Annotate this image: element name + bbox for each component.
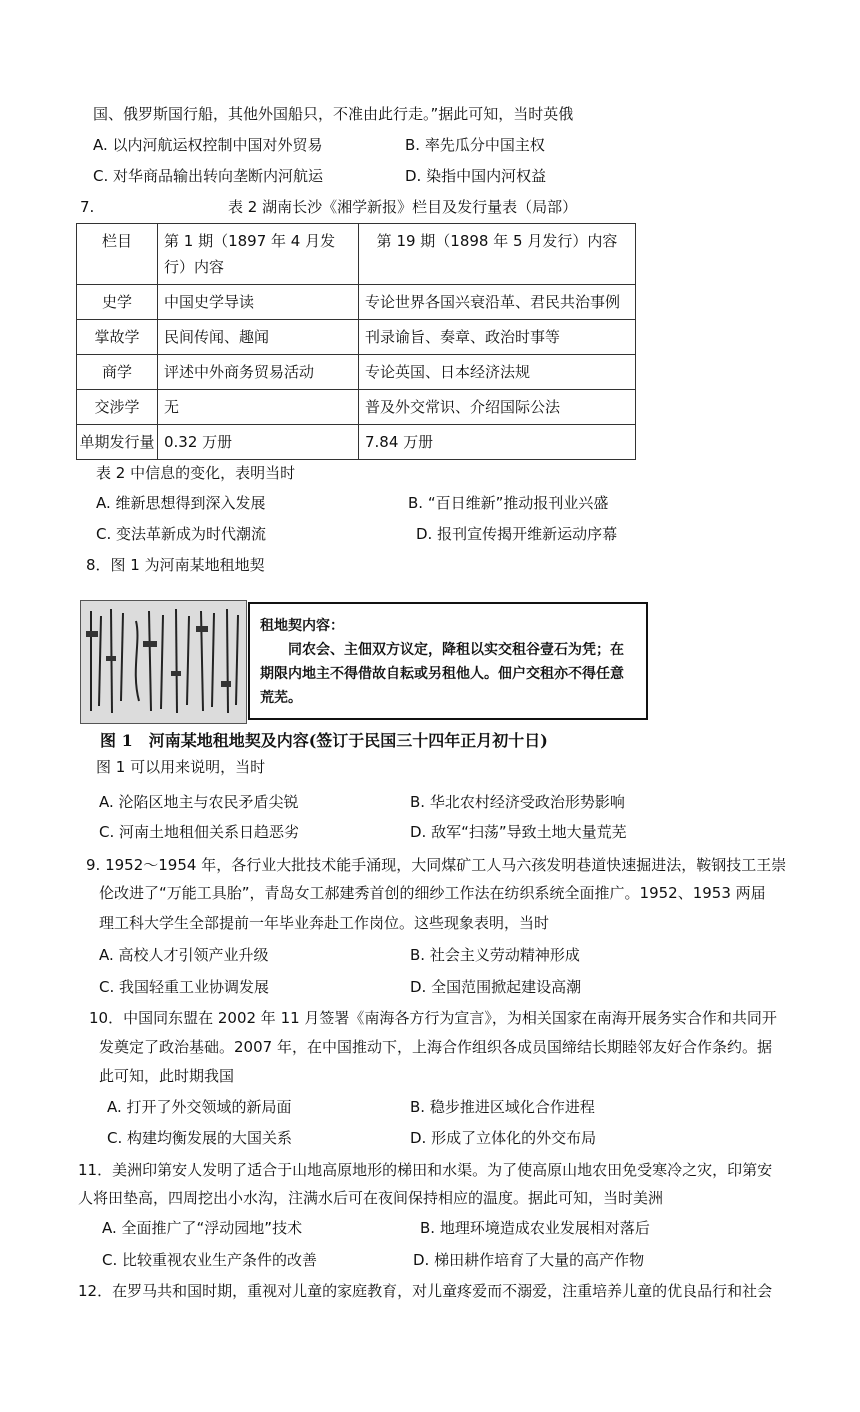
figure-caption: 图 1 河南某地租地契及内容(签订于民国三十四年正月初十日) <box>100 731 548 750</box>
q7-option-d: D. 报刊宣传揭开维新运动序幕 <box>416 525 618 543</box>
q8-option-b: B. 华北农村经济受政治形势影响 <box>410 793 625 811</box>
table-header-cell: 栏目 <box>77 224 158 285</box>
table-cell: 评述中外商务贸易活动 <box>158 355 359 390</box>
table-header-cell: 第 19 期（1898 年 5 月发行）内容 <box>359 224 636 285</box>
q11-stem-line-2: 人将田垫高，四周挖出小水沟，注满水后可在夜间保持相应的温度。据此可知，当时美洲 <box>78 1189 664 1207</box>
q10-option-c: C. 构建均衡发展的大国关系 <box>107 1129 293 1147</box>
q7-number: 7. <box>80 198 95 216</box>
q8-option-c: C. 河南土地租佃关系日趋恶劣 <box>99 823 300 841</box>
q10-stem-line-3: 此可知，此时期我国 <box>99 1067 235 1085</box>
q8-option-d: D. 敌军“扫荡”导致土地大量荒芜 <box>410 823 627 841</box>
table-row <box>77 285 636 320</box>
table-cell: 中国史学导读 <box>158 285 359 320</box>
q10-option-d: D. 形成了立体化的外交布局 <box>410 1129 597 1147</box>
table-cell: 7.84 万册 <box>359 425 636 460</box>
q11-stem-line-1: 11．美洲印第安人发明了适合于山地高原地形的梯田和水渠。为了使高原山地农田免受寒冷之灾，印第安 <box>78 1161 773 1179</box>
q9-stem-line-1: 9. 1952～1954 年，各行业大批技术能手涌现，大同煤矿工人马六孩发明巷道快速掘进法，鞍钢技工王崇 <box>86 856 787 874</box>
table-title: 表 2 湖南长沙《湘学新报》栏目及发行量表（局部） <box>228 198 578 216</box>
table-row <box>77 320 636 355</box>
newspaper-table <box>76 223 636 460</box>
q11-option-a: A. 全面推广了“浮动园地”技术 <box>102 1219 303 1237</box>
q12-stem-line-1: 12．在罗马共和国时期，重视对儿童的家庭教育，对儿童疼爱而不溺爱，注重培养儿童的优良品行和社会 <box>78 1282 773 1300</box>
q9-option-c: C. 我国轻重工业协调发展 <box>99 978 270 996</box>
table-cell: 专论英国、日本经济法规 <box>359 355 636 390</box>
q6-option-b: B. 率先瓜分中国主权 <box>405 136 545 154</box>
table-cell: 0.32 万册 <box>158 425 359 460</box>
table-cell: 刊录谕旨、奏章、政治时事等 <box>359 320 636 355</box>
q8-stem: 图 1 可以用来说明，当时 <box>96 758 266 776</box>
table-cell: 专论世界各国兴衰沿革、君民共治事例 <box>359 285 636 320</box>
q10-stem-line-2: 发奠定了政治基础。2007 年，在中国推动下，上海合作组织各成员国缔结长期睦邻友好合作条约。据 <box>99 1038 772 1056</box>
q6-option-d: D. 染指中国内河权益 <box>405 167 547 185</box>
q7-option-c: C. 变法革新成为时代潮流 <box>96 525 267 543</box>
table-cell: 交涉学 <box>77 390 158 425</box>
contract-body: 同农会、主佃双方议定，降租以实交租谷壹石为凭；在期限内地主不得借故自耘或另租他人。佃户交租亦不得任意荒芜。 <box>260 642 624 706</box>
q10-option-b: B. 稳步推进区域化合作进程 <box>410 1098 595 1116</box>
q8-stem-line: 8．图 1 为河南某地租地契 <box>86 556 265 574</box>
q6-stem-line: 国、俄罗斯国行船，其他外国船只，不准由此行走。”据此可知，当时英俄 <box>93 105 574 123</box>
q9-option-a: A. 高校人才引领产业升级 <box>99 946 269 964</box>
table-cell: 普及外交常识、介绍国际公法 <box>359 390 636 425</box>
table-row <box>77 425 636 460</box>
q6-option-a: A. 以内河航运权控制中国对外贸易 <box>93 136 323 154</box>
contract-text-box <box>248 602 648 720</box>
q7-stem: 表 2 中信息的变化，表明当时 <box>96 464 296 482</box>
table-row <box>77 355 636 390</box>
q10-option-a: A. 打开了外交领域的新局面 <box>107 1098 292 1116</box>
q9-option-d: D. 全国范围掀起建设高潮 <box>410 978 582 996</box>
table-cell: 掌故学 <box>77 320 158 355</box>
table-header-cell: 第 1 期（1897 年 4 月发行）内容 <box>158 224 359 285</box>
q9-stem-line-2: 伦改进了“万能工具胎”，青岛女工郝建秀首创的细纱工作法在纺织系统全面推广。1952、1953 两届 <box>99 884 766 902</box>
q6-option-c: C. 对华商品输出转向垄断内河航运 <box>93 167 324 185</box>
q10-stem-line-1: 10．中国同东盟在 2002 年 11 月签署《南海各方行为宣言》，为相关国家在南海开展务实合作和共同开 <box>89 1009 777 1027</box>
table-cell: 史学 <box>77 285 158 320</box>
q8-option-a: A. 沦陷区地主与农民矛盾尖锐 <box>99 793 299 811</box>
contract-image <box>80 600 247 724</box>
table-header-row <box>77 224 636 285</box>
q11-option-c: C. 比较重视农业生产条件的改善 <box>102 1251 318 1269</box>
table-cell: 无 <box>158 390 359 425</box>
figure-1 <box>80 600 650 750</box>
q11-option-d: D. 梯田耕作培育了大量的高产作物 <box>413 1251 645 1269</box>
table-row <box>77 390 636 425</box>
q9-option-b: B. 社会主义劳动精神形成 <box>410 946 580 964</box>
table-cell: 民间传闻、趣闻 <box>158 320 359 355</box>
q7-option-b: B. “百日维新”推动报刊业兴盛 <box>408 494 609 512</box>
q11-option-b: B. 地理环境造成农业发展相对落后 <box>420 1219 650 1237</box>
q9-stem-line-3: 理工科大学生全部提前一年毕业奔赴工作岗位。这些现象表明，当时 <box>99 914 550 932</box>
q7-option-a: A. 维新思想得到深入发展 <box>96 494 266 512</box>
table-cell: 商学 <box>77 355 158 390</box>
contract-heading: 租地契内容： <box>260 618 344 634</box>
table-cell: 单期发行量 <box>77 425 158 460</box>
